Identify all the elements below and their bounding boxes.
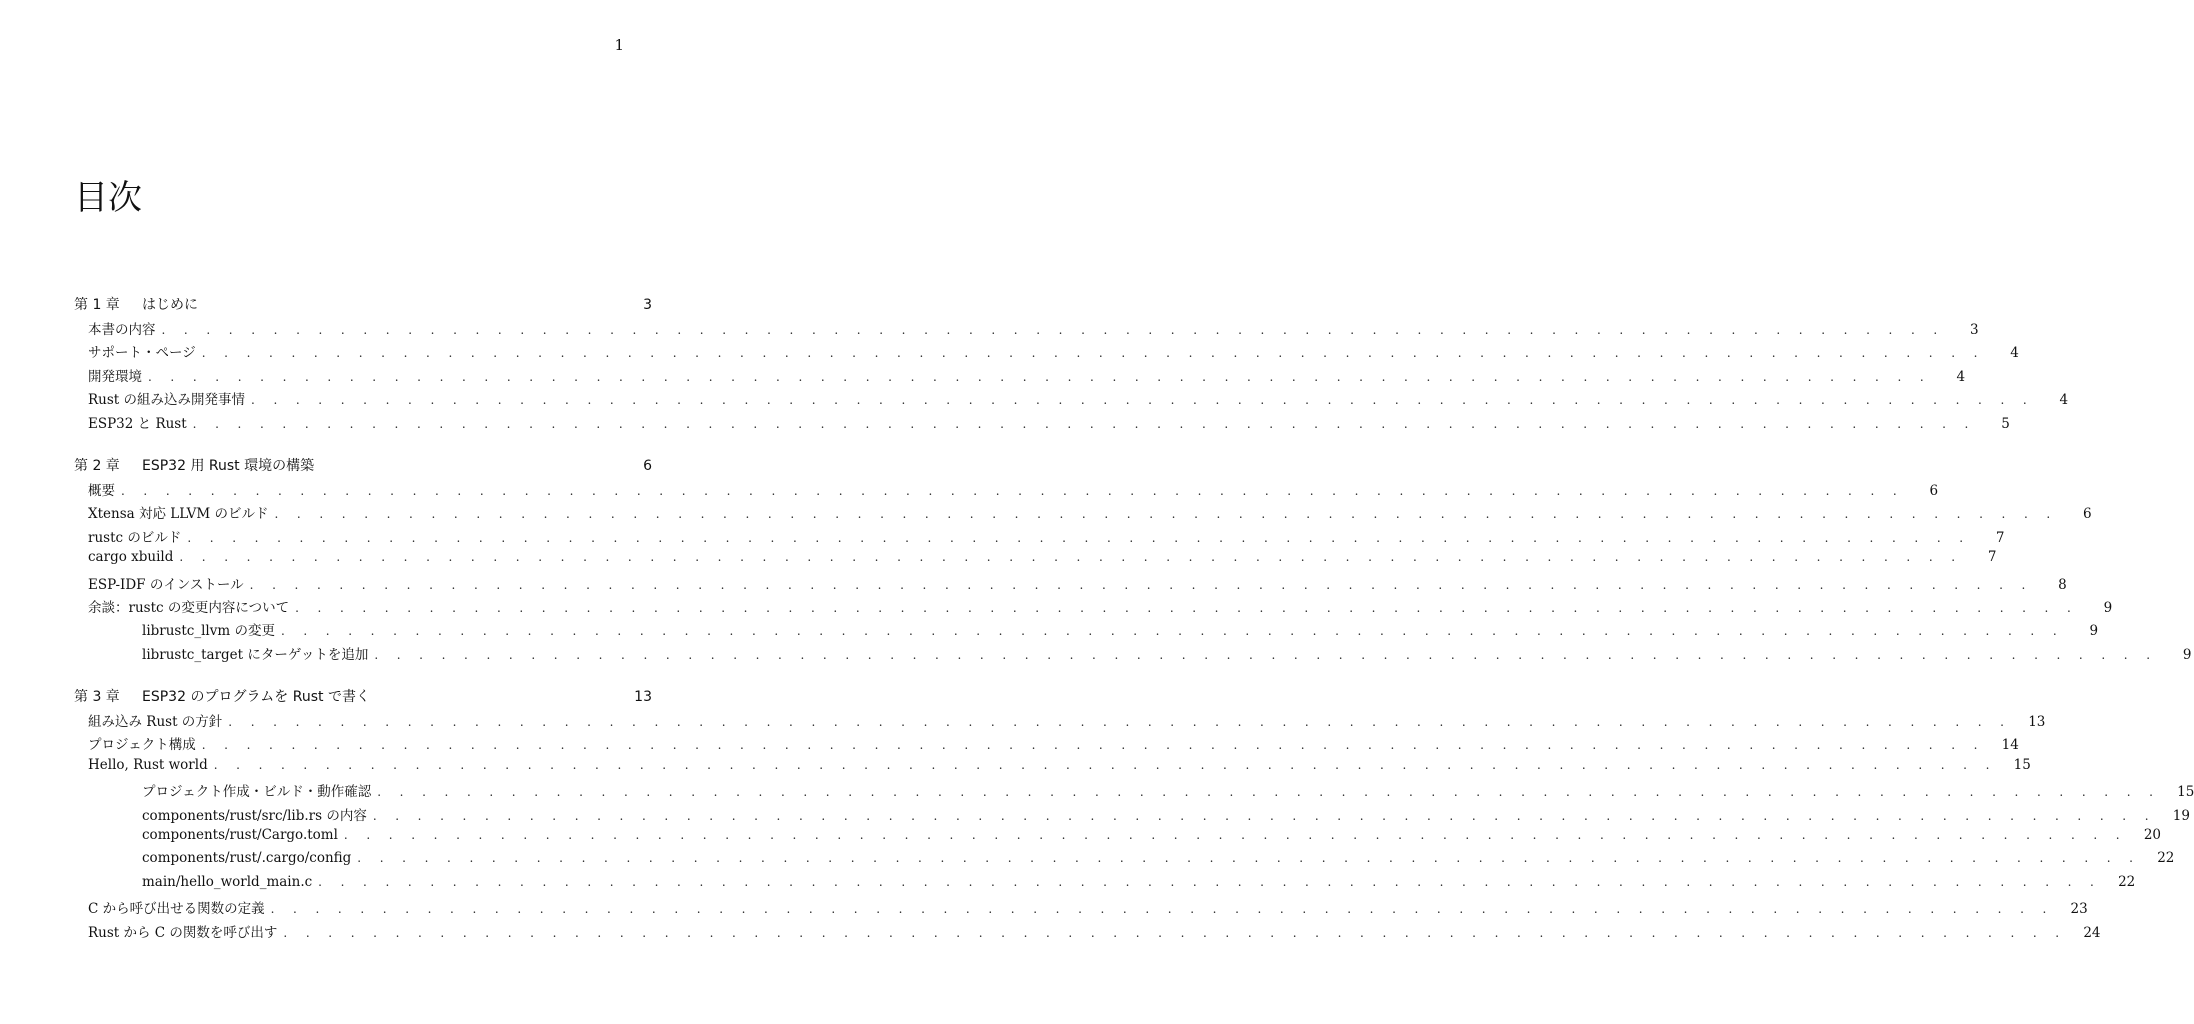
entry-page: 4 [1956,368,1966,385]
entry-title: Rust の組み込み開発事情 [88,392,246,409]
dot-leader: . . . . . . . . . . . . . . . . . . . . . . . . . . . . . . . . . . . . . . . . . . . . . . . . . . . . . . . . . . . . . . . . . . . . . . . . . . . . . . . . [121,483,1905,498]
toc-entry[interactable] [74,897,2088,920]
chapter-page: 13 [634,689,652,706]
toc-entry[interactable] [74,479,1939,502]
entry-title: プロジェクト構成 [88,737,196,754]
dot-leader: . . . . . . . . . . . . . . . . . . . . . . . . . . . . . . . . . . . . . . . . . . . . . . . . . . . . . . . . . . . . . . . . . . . . . . . . . . . . . . . . [270,902,2054,917]
entry-title: components/rust/src/lib.rs の内容 [142,807,367,824]
entry-page: 9 [2089,623,2099,640]
dot-leader: . . . . . . . . . . . . . . . . . . . . . . . . . . . . . . . . . . . . . . . . . . . . . . . . . . . . . . . . . . . . . . . . . . . . . . . . . . . . . . . . [161,323,1945,337]
toc-entry[interactable] [74,526,2005,549]
dot-leader: . . . . . . . . . . . . . . . . . . . . . . . . . . . . . . . . . . . . . . . . . . . . . . . . . . . . . . . . . . . . . . . . . . . . . . . . . . . . . . . . [213,757,1997,772]
entry-title: ESP32 と Rust [88,415,187,432]
toc-entry[interactable] [74,873,2136,897]
dot-leader: . . . . . . . . . . . . . . . . . . . . . . . . . . . . . . . . . . . . . . . . . . . . . . . . . . . . . . . . . . . . . . . . . . . . . . . . . . . . . . . . [201,738,1985,753]
toc-title: 目次 [74,178,142,218]
entry-page: 4 [2059,392,2069,409]
entry-title: Xtensa 対応 LLVM のビルド [88,506,269,523]
entry-title: プロジェクト作成・ビルド・動作確認 [142,784,372,801]
toc-entry[interactable] [74,710,2046,733]
dot-leader: . . . . . . . . . . . . . . . . . . . . . . . . . . . . . . . . . . . . . . . . . . . . . . . . . . . . . . . . . . . . . . . . . . . . . . . . . . . . . . . . [274,507,2058,522]
entry-page: 9 [2182,646,2192,663]
toc-entry[interactable] [74,596,2113,619]
entry-title: 余談：rustc の変更内容について [88,599,290,616]
entry-page: 22 [2157,850,2175,867]
dot-leader: . . . . . . . . . . . . . . . . . . . . . . . . . . . . . . . . . . . . . . . . . . . . . . . . . . . . . . . . . . . . . . . . . . . . . . . . . . . . . . . . [179,550,1963,565]
entry-page: 15 [2177,784,2194,801]
toc-entry[interactable] [74,318,1979,341]
dot-leader: . . . . . . . . . . . . . . . . . . . . . . . . . . . . . . . . . . . . . . . . . . . . . . . . . . . . . . . . . . . . . . . . . . . . . . . . . . . . . . . . [318,874,2102,889]
entry-title: librustc_target にターゲットを追加 [142,646,369,663]
dot-leader: . . . . . . . . . . . . . . . . . . . . . . . . . . . . . . . . . . . . . . . . . . . . . . . . . . . . . . . . . . . . . . . . . . . . . . . . . . . . . . . . [192,416,1976,431]
chapter-title: はじめに [142,297,198,313]
entry-page: 14 [2001,737,2019,754]
entry-title: 組み込み Rust の方針 [88,714,223,731]
entry-title: Rust から C の関数を呼び出す [88,924,278,941]
dot-leader: . . . . . . . . . . . . . . . . . . . . . . . . . . . . . . . . . . . . . . . . . . . . . . . . . . . . . . . . . . . . . . . . . . . . . . . . . . . . . . . . [372,808,2156,823]
chapter-number: 第 2 章 [74,457,120,474]
toc-entry[interactable] [74,850,2175,873]
page-number: 1 [614,36,624,54]
dot-leader: . . . . . . . . . . . . . . . . . . . . . . . . . . . . . . . . . . . . . . . . . . . . . . . . . . . . . . . . . . . . . . . . . . . . . . . . . . . . . . . . [187,530,1971,545]
table-of-contents [74,294,2194,944]
entry-title: librustc_llvm の変更 [142,623,275,640]
entry-page: 23 [2070,901,2088,918]
toc-chapter-1[interactable] [74,294,652,318]
dot-leader: . . . . . . . . . . . . . . . . . . . . . . . . . . . . . . . . . . . . . . . . . . . . . . . . . . . . . . . . . . . . . . . . . . . . . . . . . . . . . . . . [249,577,2033,592]
toc-entry[interactable] [74,388,2069,411]
toc-entry[interactable] [74,756,2031,780]
dot-leader: . . . . . . . . . . . . . . . . . . . . . . . . . . . . . . . . . . . . . . . . . . . . . . . . . . . . . . . . . . . . . . . . . . . . . . . . . . . . . . . . [283,925,2067,940]
toc-entry[interactable] [74,365,1966,388]
toc-chapter-3[interactable] [74,686,652,710]
dot-leader: . . . . . . . . . . . . . . . . . . . . . . . . . . . . . . . . . . . . . . . . . . . . . . . . . . . . . . . . . . . . . . . . . . . . . . . . . . . . . . . . [148,369,1932,384]
toc-entry[interactable] [74,827,2162,850]
toc-entry[interactable] [74,341,2019,364]
entry-page: 8 [2058,576,2067,593]
dot-leader: . . . . . . . . . . . . . . . . . . . . . . . . . . . . . . . . . . . . . . . . . . . . . . . . . . . . . . . . . . . . . . . . . . . . . . . . . . . . . . . . [228,715,2012,730]
entry-page: 4 [2010,345,2019,362]
dot-leader: . . . . . . . . . . . . . . . . . . . . . . . . . . . . . . . . . . . . . . . . . . . . . . . . . . . . . . . . . . . . . . . . . . . . . . . . . . . . . . . . [251,393,2035,408]
entry-page: 20 [2143,827,2162,844]
entry-title: components/rust/Cargo.toml [142,827,338,844]
toc-entry[interactable] [74,549,1997,572]
entry-page: 6 [2083,506,2092,523]
toc-entry[interactable] [74,921,2101,944]
chapter-page: 6 [643,457,652,474]
entry-title: rustc のビルド [88,529,182,546]
entry-page: 3 [1970,322,1979,338]
toc-entry[interactable] [74,502,2092,525]
toc-entry[interactable] [74,733,2019,756]
toc-entry[interactable] [74,412,2010,435]
entry-title: 開発環境 [88,368,142,385]
chapter-spacer [74,435,652,455]
entry-title: components/rust/.cargo/config [142,850,352,867]
chapter-page: 3 [643,297,652,313]
entry-page: 13 [2028,714,2046,731]
chapter-title: ESP32 用 Rust 環境の構築 [142,457,315,474]
dot-leader: . . . . . . . . . . . . . . . . . . . . . . . . . . . . . . . . . . . . . . . . . . . . . . . . . . . . . . . . . . . . . . . . . . . . . . . . . . . . . . . . [343,828,2128,843]
entry-page: 7 [1995,529,2005,546]
entry-title: 本書の内容 [88,322,156,338]
chapter-title: ESP32 のプログラムを Rust で書く [142,689,370,706]
entry-page: 7 [1987,549,1997,566]
entry-page: 6 [1929,482,1939,499]
toc-entry[interactable] [74,573,2067,596]
entry-title: main/hello_world_main.c [142,873,313,890]
entry-page: 22 [2118,873,2136,890]
dot-leader: . . . . . . . . . . . . . . . . . . . . . . . . . . . . . . . . . . . . . . . . . . . . . . . . . . . . . . . . . . . . . . . . . . . . . . . . . . . . . . . . [357,851,2141,866]
dot-leader: . . . . . . . . . . . . . . . . . . . . . . . . . . . . . . . . . . . . . . . . . . . . . . . . . . . . . . . . . . . . . . . . . . . . . . . . . . . . . . . . [295,600,2079,615]
dot-leader: . . . . . . . . . . . . . . . . . . . . . . . . . . . . . . . . . . . . . . . . . . . . . . . . . . . . . . . . . . . . . . . . . . . . . . . . . . . . . . . . [374,647,2158,662]
chapter-number: 第 1 章 [74,297,120,313]
entry-page: 9 [2103,599,2113,616]
entry-page: 15 [2013,756,2031,773]
entry-page: 24 [2083,924,2101,941]
entry-page: 19 [2172,807,2190,824]
dot-leader: . . . . . . . . . . . . . . . . . . . . . . . . . . . . . . . . . . . . . . . . . . . . . . . . . . . . . . . . . . . . . . . . . . . . . . . . . . . . . . . . [377,785,2161,800]
toc-chapter-2[interactable] [74,455,652,479]
dot-leader: . . . . . . . . . . . . . . . . . . . . . . . . . . . . . . . . . . . . . . . . . . . . . . . . . . . . . . . . . . . . . . . . . . . . . . . . . . . . . . . . [201,346,1985,361]
dot-leader: . . . . . . . . . . . . . . . . . . . . . . . . . . . . . . . . . . . . . . . . . . . . . . . . . . . . . . . . . . . . . . . . . . . . . . . . . . . . . . . . [280,624,2065,639]
toc-entry[interactable] [74,643,2192,666]
entry-title: ESP-IDF のインストール [88,576,244,593]
entry-title: 概要 [88,482,115,499]
chapter-spacer [74,666,652,686]
entry-title: Hello, Rust world [88,756,208,773]
toc-entry[interactable] [74,804,2190,827]
entry-title: cargo xbuild [88,549,174,566]
chapter-number: 第 3 章 [74,689,120,706]
toc-entry[interactable] [74,780,2194,803]
entry-title: サポート・ページ [88,345,196,362]
toc-entry[interactable] [74,619,2099,642]
entry-page: 5 [2001,415,2010,432]
entry-title: C から呼び出せる関数の定義 [88,901,265,918]
